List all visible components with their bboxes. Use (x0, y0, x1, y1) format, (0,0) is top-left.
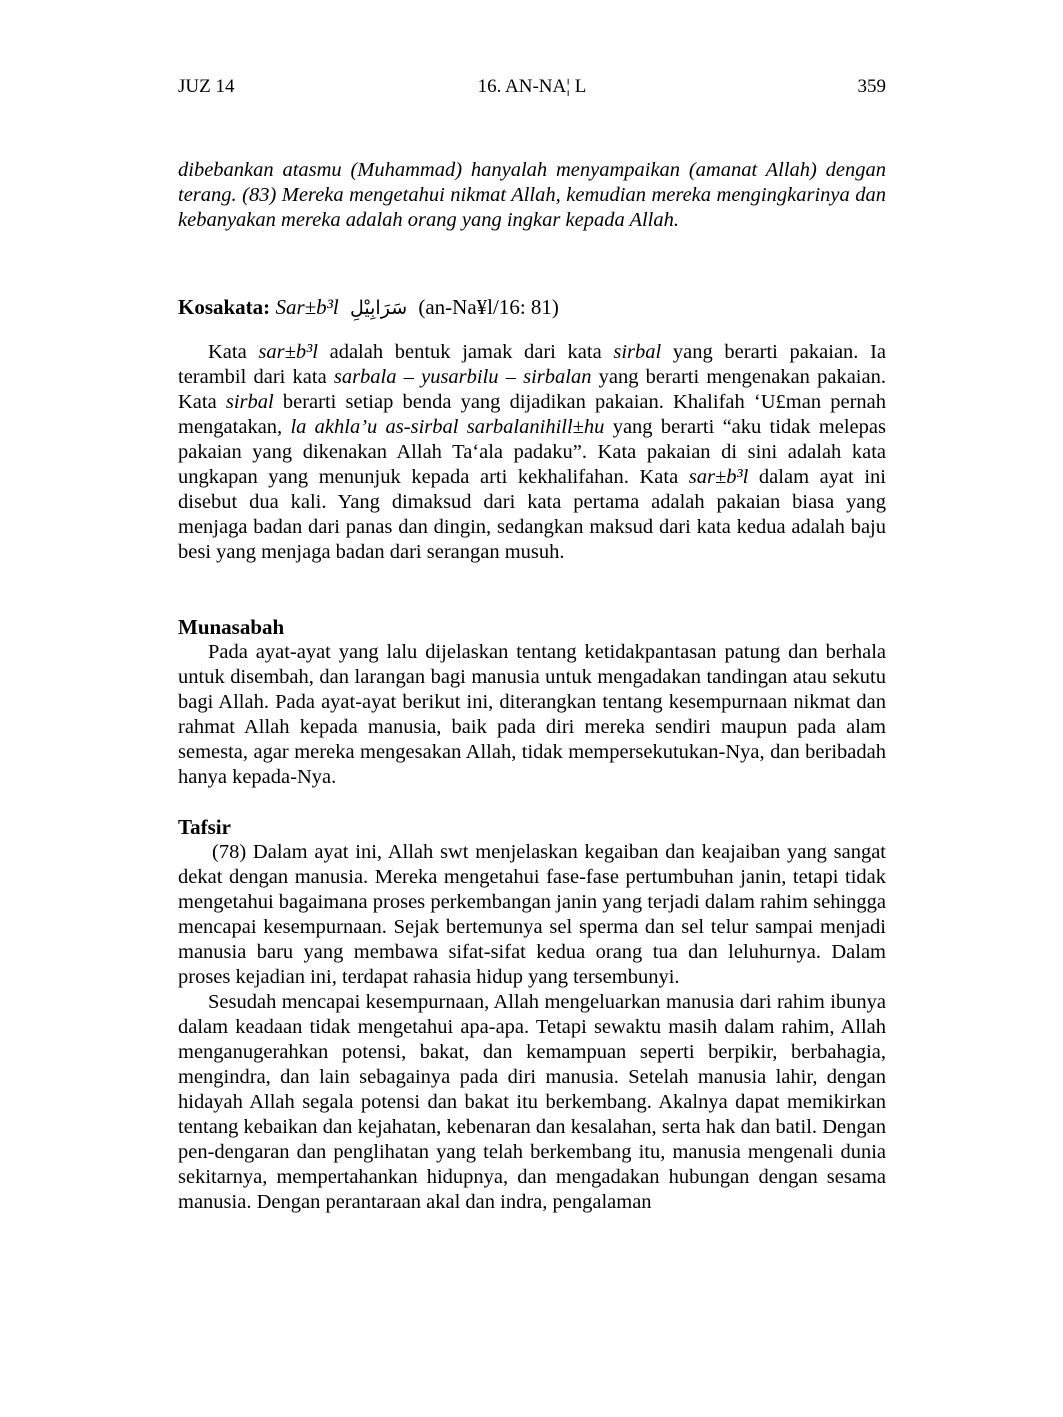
tafsir-paragraph-2: Sesudah mencapai kesempurnaan, Allah mengeluarkan manusia dari rahim ibunya dalam keadaan tidak mengetahui apa-apa. Tetapi sewaktu masih dalam rahim, Allah menganugerahkan potensi, bakat, dan kemampuan seperti berpikir, berbahagia, mengindra, dan lain sebagainya pada diri manusia. Setelah manusia lahir, dengan hidayah Allah segala potensi dan bakat itu berkembang. Akalnya dapat memikirkan tentang kebaikan dan kejahatan, kebenaran dan kesalahan, serta hak dan batil. Dengan pen-dengaran dan penglihatan yang telah berkembang itu, manusia mengenali dunia sekitarnya, mempertahankan hidupnya, dan mengadakan hubungan dengan sesama manusia. Dengan perantaraan akal dan indra, pengalaman (178, 991, 886, 1213)
running-header (178, 76, 886, 102)
kosakata-text-segment: adalah bentuk jamak dari kata (317, 341, 614, 363)
header-juz: JUZ 14 (178, 76, 235, 97)
intro-translation-block (178, 158, 886, 233)
kosakata-term-sirbal: sirbal (225, 391, 274, 413)
kosakata-text-segment: yang berarti mengenakan pakaian. Kata (178, 366, 886, 413)
kosakata-quote-arabic-latin: la akhla’u as-sirbal sarbalanihill±hu (290, 416, 605, 438)
kosakata-text-segment: dalam ayat ini disebut dua kali. Yang dimaksud dari kata pertama adalah pakaian biasa yang menjaga badan dari panas dan dingin, sedangkan maksud dari kata kedua adalah baju besi yang menjaga badan dari serangan musuh. (178, 466, 886, 563)
munasabah-text: Pada ayat-ayat yang lalu dijelaskan tentang ketidakpantasan patung dan berhala untuk disembah, dan larangan bagi manusia untuk mengadakan tandingan atau sekutu bagi Allah. Pada ayat-ayat berikut ini, diterangkan tentang kesempurnaan nikmat dan rahmat Allah kepada manusia, baik pada diri mereka sendiri maupun pada alam semesta, agar mereka mengesakan Allah, tidak mempersekutukan-Nya, dan beribadah hanya kepada-Nya. (178, 641, 886, 788)
tafsir-paragraph-1: (78) Dalam ayat ini, Allah swt menjelaskan kegaiban dan keajaiban yang sangat dekat dengan manusia. Mereka mengetahui fase-fase pertumbuhan janin, tetapi tidak mengetahui bagaimana proses perkembangan janin yang terjadi dalam rahim sehingga mencapai kesempurnaan. Sejak bertemunya sel sperma dan sel telur sampai menjadi manusia baru yang membawa sifat-sifat kedua orang tua dan leluhurnya. Dalam proses kejadian ini, terdapat rahasia hidup yang tersembunyi. (178, 841, 886, 988)
kosakata-heading (178, 294, 886, 321)
header-page-number: 359 (857, 76, 886, 97)
munasabah-heading: Munasabah (178, 615, 285, 639)
intro-translation-text: dibebankan atasmu (Muhammad) hanyalah menyampaikan (amanat Allah) dengan terang. (83) Mereka mengetahui nikmat Allah, kemudian mereka mengingkarinya dan kebanyakan mereka adalah orang yang ingkar kepada Allah. (178, 159, 886, 231)
kosakata-text-segment: Kata (208, 341, 259, 363)
kosakata-term-sarabil: sar±b³l (258, 341, 318, 363)
kosakata-text-segment: yang berarti pakaian. Ia terambil dari kata (178, 341, 887, 388)
kosakata-explanation-block (178, 340, 886, 565)
kosakata-term-sarabil: sar±b³l (688, 466, 749, 488)
tafsir-section (178, 815, 886, 1215)
kosakata-term: Sar±b³l (275, 295, 339, 319)
header-surah-title: 16. AN-NA¦ L (477, 76, 587, 97)
tafsir-heading: Tafsir (178, 815, 231, 839)
munasabah-section (178, 615, 886, 790)
kosakata-explanation (178, 340, 886, 565)
kosakata-arabic-term: سَرَابِيْلِ (350, 297, 408, 319)
kosakata-label: Kosakata: (178, 295, 271, 319)
kosakata-term-sirbal: sirbal (613, 341, 662, 363)
kosakata-text-segment: yang berarti “aku tidak melepas pakaian yang dikenakan Allah Ta‘ala padaku”. Kata pakaian di sini adalah kata ungkapan yang menunjuk kepada arti kekhalifahan. Kata (178, 416, 886, 488)
kosakata-reference: (an-Na¥l/16: 81) (418, 295, 559, 319)
kosakata-text-segment: berarti setiap benda yang dijadikan pakaian. Khalifah ‘U£man pernah mengatakan, (178, 391, 886, 438)
kosakata-term-conjugation: sarbala – yusarbilu – sirbalan (333, 366, 592, 388)
